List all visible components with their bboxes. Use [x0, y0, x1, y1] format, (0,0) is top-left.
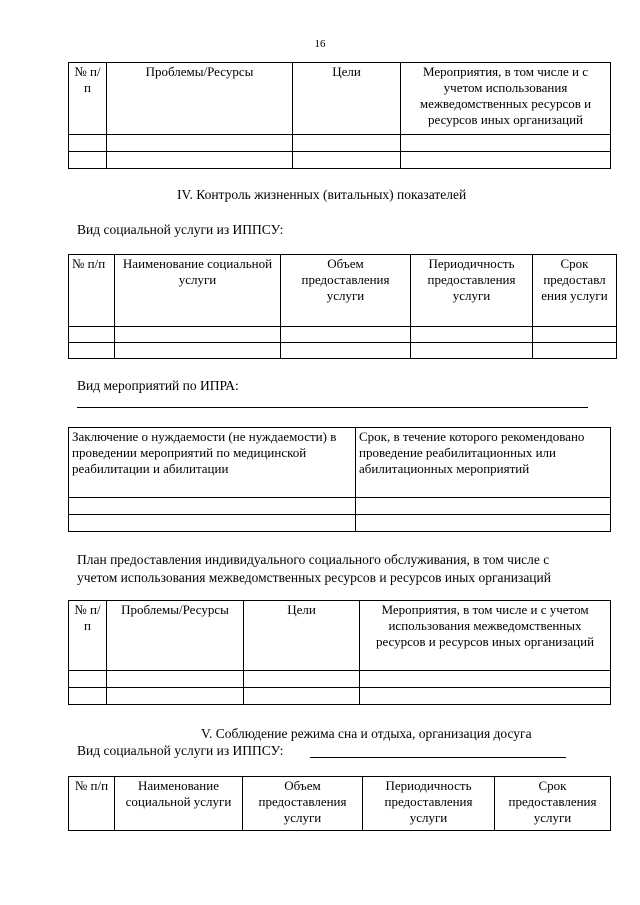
table-cell[interactable] — [360, 688, 611, 705]
table-row — [69, 688, 611, 705]
table-row — [69, 327, 617, 343]
table-cell[interactable] — [69, 515, 356, 532]
header-service-name: Наименование социальной услуги — [115, 255, 281, 327]
header-volume: Объем предоставления услуги — [243, 777, 363, 831]
table-cell[interactable] — [293, 135, 401, 152]
header-volume: Объем предоставления услуги — [281, 255, 411, 327]
header-rehab-term: Срок, в течение которого рекомендовано проведение реабилитационных или абилитационных мероприятий — [356, 428, 611, 498]
header-number: № п/п — [69, 255, 115, 327]
section-4-title: IV. Контроль жизненных (витальных) показателей — [177, 187, 467, 202]
table-cell[interactable] — [107, 135, 293, 152]
table-cell[interactable] — [293, 152, 401, 169]
header-conclusion: Заключение о нуждаемости (не нуждаемости) в проведении мероприятий по медицинской реабилитации и абилитации — [69, 428, 356, 498]
table-cell[interactable] — [244, 671, 360, 688]
table-row — [69, 498, 611, 515]
table-cell[interactable] — [69, 135, 107, 152]
table-cell[interactable] — [107, 152, 293, 169]
section-5-title: V. Соблюдение режима сна и отдыха, организация досуга — [201, 726, 532, 741]
table-cell[interactable] — [360, 671, 611, 688]
table-cell[interactable] — [69, 152, 107, 169]
header-number: № п/п — [69, 777, 115, 831]
table-cell[interactable] — [281, 343, 411, 359]
table-cell[interactable] — [107, 671, 244, 688]
table-cell[interactable] — [69, 671, 107, 688]
header-service-name: Наименование социальной услуги — [115, 777, 243, 831]
table-row — [69, 135, 611, 152]
service-table-section-5 — [68, 776, 611, 831]
header-problems: Проблемы/Ресурсы — [107, 601, 244, 671]
header-goals: Цели — [293, 63, 401, 135]
ipra-label: Вид мероприятий по ИПРА: — [77, 378, 239, 393]
table-cell[interactable] — [533, 327, 617, 343]
table-cell[interactable] — [115, 343, 281, 359]
table-cell[interactable] — [69, 327, 115, 343]
table-header-row — [69, 777, 611, 831]
header-periodicity: Периодичность предоставления услуги — [363, 777, 495, 831]
header-term: Срок предоставления услуги — [495, 777, 611, 831]
table-cell[interactable] — [356, 498, 611, 515]
table-row — [69, 343, 617, 359]
header-number: № п/п — [69, 63, 107, 135]
table-header-row — [69, 428, 611, 498]
table-cell[interactable] — [115, 327, 281, 343]
table-cell[interactable] — [281, 327, 411, 343]
plan-table-top — [68, 62, 611, 169]
table-cell[interactable] — [356, 515, 611, 532]
plan-line-1: План предоставления индивидуального социального обслуживания, в том числе с — [77, 552, 550, 567]
header-measures: Мероприятия, в том числе и с учетом использования межведомственных ресурсов и ресурсов иных организаций — [401, 63, 611, 135]
page-number: 16 — [314, 38, 326, 50]
table-row — [69, 152, 611, 169]
table-cell[interactable] — [411, 327, 533, 343]
header-periodicity: Периодичность предоставления услуги — [411, 255, 533, 327]
table-row — [69, 671, 611, 688]
ipra-table — [68, 427, 611, 532]
table-header-row — [69, 601, 611, 671]
section-5-service-fill-line[interactable] — [310, 757, 566, 758]
header-goals: Цели — [244, 601, 360, 671]
table-cell[interactable] — [69, 343, 115, 359]
table-cell[interactable] — [107, 688, 244, 705]
table-header-row — [69, 63, 611, 135]
header-problems: Проблемы/Ресурсы — [107, 63, 293, 135]
table-cell[interactable] — [69, 688, 107, 705]
plan-line-2: учетом использования межведомственных ресурсов и ресурсов иных организаций — [77, 570, 551, 585]
plan-table — [68, 600, 611, 705]
ipra-fill-line[interactable] — [77, 407, 588, 408]
table-header-row — [69, 255, 617, 327]
header-term: Срок предоставл ения услуги — [533, 255, 617, 327]
table-cell[interactable] — [533, 343, 617, 359]
table-cell[interactable] — [411, 343, 533, 359]
header-measures: Мероприятия, в том числе и с учетом использования межведомственных ресурсов и ресурсов иных организаций — [360, 601, 611, 671]
table-cell[interactable] — [244, 688, 360, 705]
table-row — [69, 515, 611, 532]
table-cell[interactable] — [401, 152, 611, 169]
service-table-section-4 — [68, 254, 617, 359]
header-number: № п/п — [69, 601, 107, 671]
table-cell[interactable] — [69, 498, 356, 515]
section-5-service-label: Вид социальной услуги из ИППСУ: — [77, 743, 284, 758]
table-cell[interactable] — [401, 135, 611, 152]
section-4-service-label: Вид социальной услуги из ИППСУ: — [77, 222, 284, 237]
